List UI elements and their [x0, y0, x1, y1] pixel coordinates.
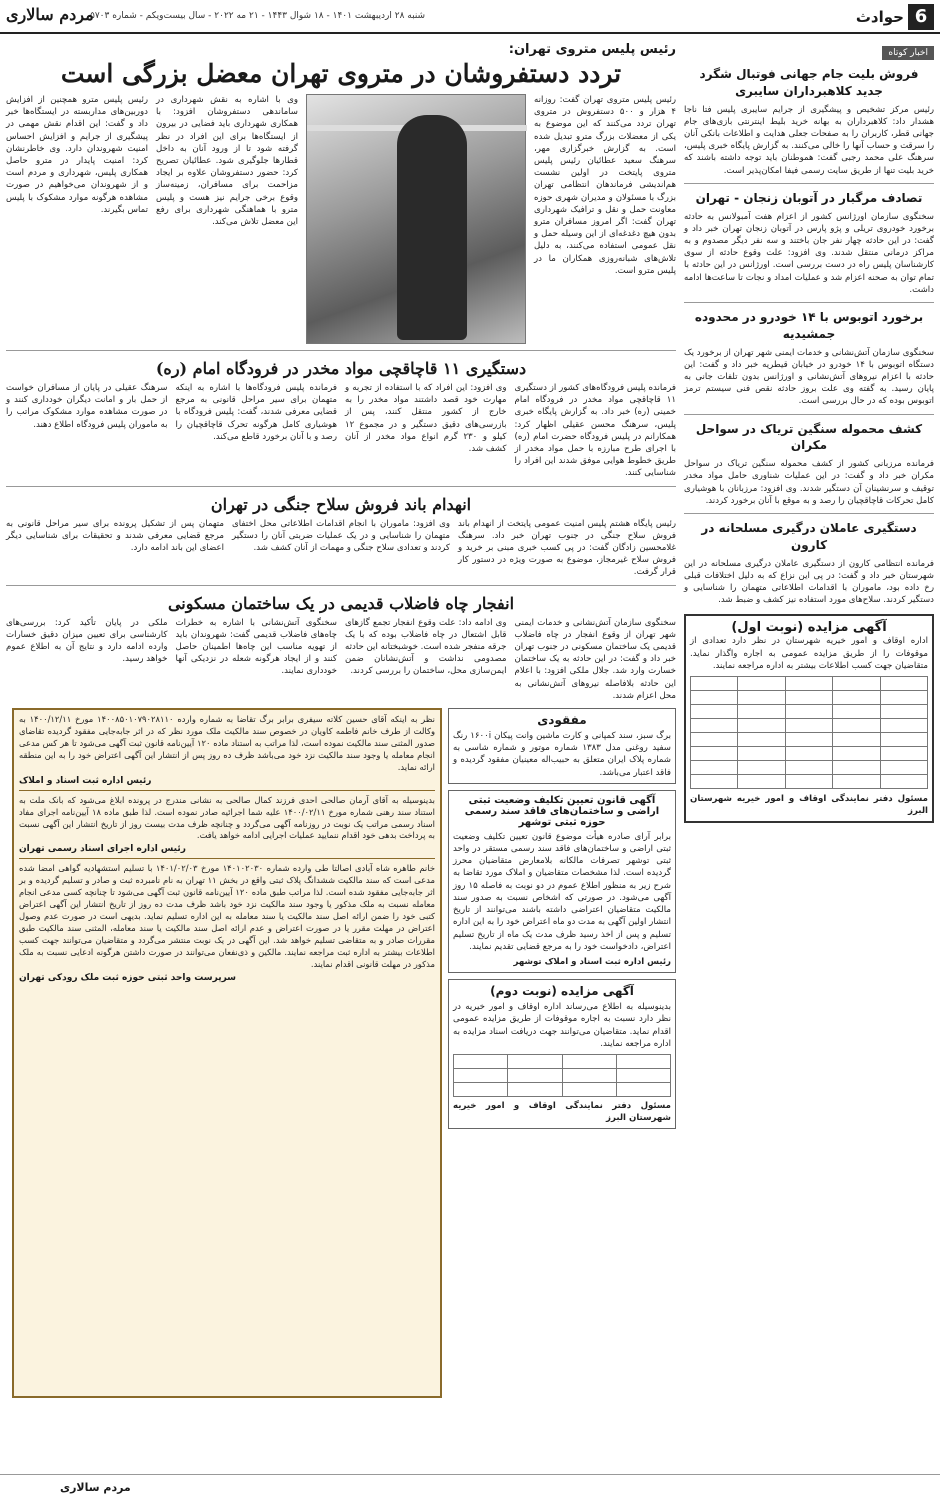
story-body — [6, 382, 676, 480]
notice-body: اداره اوقاف و امور خیریه شهرستان در نظر دارد تعدادی از موقوفات را از طریق مزایده عمومی به اجاره واگذار نماید. متقاضیان جهت کسب اطلاعات بیشتر به اداره مراجعه نمایند. — [690, 636, 928, 671]
sidebar-story-title: فروش بلیت جام جهانی فوتبال شگرد جدید کلاهبرداران سایبری — [699, 67, 919, 98]
lost-notice-box — [448, 708, 676, 784]
auction-table — [690, 676, 928, 789]
story-column: وی ادامه داد: علت وقوع انفجار تجمع گازهای قابل اشتعال در چاه فاضلاب بوده که با یک جرقه منفجر شده است. خوشبختانه این حادثه مصدومی نداشت و آتش‌نشانان ضمن ایمن‌سازی محل، ساختمان را بررسی کردند. — [345, 617, 507, 677]
notice-title: آگهی مزایده (نوبت دوم) — [490, 984, 634, 999]
legal-signature: رئیس اداره ثبت اسناد و املاک — [19, 775, 152, 786]
lead-kicker: رئیس پلیس متروی تهران: — [508, 42, 676, 57]
story-column: سرهنگ عقیلی در پایان از مسافران خواست از حمل بار و امانت دیگران خودداری کنند و در صورت مشاهده موارد مشکوک مراتب را به ماموران پلیس فرودگاه اطلاع دهند. — [6, 383, 168, 430]
land-law-notice-box — [448, 790, 676, 973]
story-column: متهمان پس از تشکیل پرونده برای سیر مراحل قانونی به مرجع قضایی معرفی شدند و تحقیقات برای شناسایی دیگر اعضای این باند ادامه دارد. — [6, 518, 224, 554]
story-column: سخنگوی آتش‌نشانی با اشاره به خطرات چاه‌های فاضلاب قدیمی گفت: شهروندان باید از تهویه مناسب این چاه‌ها اطمینان حاصل کنند و از ایجاد هرگونه شعله در نزدیکی آنها خودداری نمایند. — [175, 617, 337, 677]
divider — [6, 585, 676, 586]
divider — [684, 183, 934, 184]
notice-signature: مسئول دفتر نمایندگی اوقاف و امور خیریه شهرستان البرز — [453, 1100, 671, 1124]
sidebar-story-body: فرمانده انتظامی کارون از دستگیری عاملان درگیری مسلحانه در این شهرستان خبر داد و گفت: در پی این نزاع که به دلیل اختلافات قبلی رخ داده بود، ماموران با اقدامات اطلاعاتی متهمان را شناسایی و دستگیر کردند. سلاح‌های مورد استفاده نیز کشف و ضبط شد. — [684, 558, 934, 606]
page-footer — [0, 1474, 940, 1506]
auction-table — [453, 1054, 671, 1097]
divider — [6, 350, 676, 351]
sidebar-story-body: رئیس مرکز تشخیص و پیشگیری از جرایم سایبری پلیس فتا ناجا هشدار داد: کلاهبرداران به بهانه خرید بلیط اینترنتی بازی‌های جام جهانی قطر، کاربران را به صفحات جعلی هدایت و اطلاعات بانکی آنان را سرقت و حساب آنها را خالی می‌کنند. به گزارش پایگاه خبری پلیس، سرهنگ علی محمد رجبی گفت: هموطنان باید توجه داشته باشند که خرید بلیت تنها از طریق سایت رسمی فیفا امکان‌پذیر است. — [684, 104, 934, 176]
page-number: 6 — [908, 4, 934, 30]
lead-column: وی با اشاره به نقش شهرداری در ساماندهی دستفروشان افزود: با همکاری شهرداری باید فضایی در بیرون از ایستگاه‌ها برای این افراد در نظر گرفته شود تا از ورود آنان به داخل قطارها جلوگیری شود. عطائیان تصریح کرد: حضور دستفروشان علاوه بر ایجاد مزاحمت برای مسافران، زمینه‌ساز وقوع برخی جرایم نیز هست و پلیس مترو با هماهنگی شهرداری برای رفع این معضل تلاش می‌کند. — [156, 95, 298, 228]
sidebar-story-body: سخنگوی سازمان اورژانس کشور از اعزام هفت آمبولانس به حادثه برخورد خودروی تریلی و پژو پارس در آتوبان زنجان تهران خبر داد و گفت: در این حادثه چهار نفر جان باختند و سه نفر دیگر مصدوم و به مراکز درمانی منتقل شدند. وی افزود: علت وقوع حادثه از سوی کارشناسان پلیس راه در دست بررسی است. اورژانس در این حادثه با تمام توان به صحنه اعزام شد و عملیات امداد و نجات تا ساعت‌ها ادامه داشت. — [684, 211, 934, 295]
auction-notice-box — [448, 979, 676, 1129]
notice-body: بدینوسیله به اطلاع می‌رساند اداره اوقاف و امور خیریه در نظر دارد نسبت به اجاره موقوفات از طریق مزایده عمومی اقدام نماید. متقاضیان می‌توانند جهت دریافت اسناد مزایده به اداره مراجعه نمایند. — [453, 1002, 671, 1049]
notice-signature: رئیس اداره ثبت اسناد و املاک توشهر — [513, 956, 671, 967]
sidebar-story-title: دستگیری عاملان درگیری مسلحانه در کارون — [701, 521, 917, 552]
sidebar-story-body: فرمانده مرزبانی کشور از کشف محموله سنگین تریاک در سواحل مکران خبر داد و گفت: در این عملیات شناوری حامل مواد مخدر توقیف و سرنشینان آن دستگیر شدند. وی افزود: مرزبانان با هوشیاری کامل تحرکات قاچاقچیان را رصد و به موقع با آنان برخورد کردند. — [684, 459, 934, 506]
lead-story — [6, 94, 676, 344]
legal-paragraph: بدینوسیله به آقای آرمان صالحی احدی فرزند کمال صالحی به نشانی مندرج در پرونده ابلاغ می‌شود که بانک ملت به استناد سند رهنی شماره مورخ ۱۴۰۰/۰۲/۱۱ علیه شما اجرائیه صادر نموده است. لذا طبق ماده ۱۸ آیین‌نامه اجرای مفاد اسناد رسمی مراتب یک نوبت در روزنامه آگهی می‌گردد و چنانچه ظرف مدت بیست روز از تاریخ انتشار این آگهی نسبت به پرداخت بدهی خود اقدام ننمایید عملیات اجرایی ادامه خواهد یافت. — [19, 794, 435, 841]
notice-body: برگ سبز، سند کمپانی و کارت ماشین وانت پیکان ۱۶۰۰i رنگ سفید روغنی مدل ۱۳۸۳ شماره موتور و شماره شاسی به شماره پلاک ایران متعلق به حبیب‌اله معینیان مفقود گردیده و فاقد اعتبار می‌باشد. — [453, 731, 671, 778]
lead-column: رئیس پلیس متروی تهران گفت: روزانه ۴ هزار و ۵۰۰ دستفروش در متروی تهران تردد می‌کنند که این موضوع به یکی از معضلات بزرگ مترو تبدیل شده است. به گزارش خبرگزاری مهر، سرهنگ سعید عطائیان رئیس پلیس متروی پایتخت در اولین نشست هم‌اندیشی فرماندهان انتظامی تهران بزرگ با مسئولان و مدیران شهری حوزه معاونت حمل و نقل و ترافیک شهرداری تهران گفت: اگر امروز مسافران مترو بدون هیچ دغدغه‌ای از این وسیله حمل و نقل عمومی استفاده می‌کنند، به دلیل تلاش‌های شبانه‌روزی همکاران ما در پلیس مترو است. — [534, 95, 676, 276]
divider — [684, 513, 934, 514]
divider — [19, 790, 435, 791]
story-column: فرمانده پلیس فرودگاه‌ها با اشاره به اینکه متهمان برای سیر مراحل قانونی به مرجع قضایی معرفی شدند، گفت: پلیس فرودگاه با هوشیاری کامل هرگونه تحرک قاچاقچیان را رصد و با آنان برخورد قاطع می‌کند. — [175, 383, 337, 442]
story-column: وی افزود: این افراد که با استفاده از تجربه و مهارت خود قصد داشتند مواد مخدر را به خارج از کشور منتقل کنند، پس از بازرسی‌های دقیق دستگیر و در مجموع ۱۲ کیلو و ۲۳۰ گرم انواع مواد مخدر از آنان کشف شد. — [345, 383, 507, 455]
divider — [684, 414, 934, 415]
section-title: حوادث — [855, 8, 904, 26]
divider — [684, 302, 934, 303]
notice-body: برابر آرای صادره هیأت موضوع قانون تعیین تکلیف وضعیت ثبتی اراضی و ساختمان‌های فاقد سند رسمی مستقر در واحد ثبتی توشهر تصرفات مالکانه بلامعارض متقاضیان محرز گردیده است. لذا مشخصات متقاضیان و املاک مورد تقاضا به شرح زیر به منظور اطلاع عموم در دو نوبت به فاصله ۱۵ روز آگهی می‌شود. در صورتی که اشخاص نسبت به صدور سند مالکیت متقاضیان اعتراضی داشته باشند می‌توانند از تاریخ انتشار اولین آگهی به مدت دو ماه اعتراض خود را به این اداره تسلیم و پس از اخذ رسید ظرف مدت یک ماه از تاریخ تسلیم اعتراض، دادخواست خود را به مرجع قضایی تقدیم نمایند. — [453, 831, 671, 952]
news-sidebar — [684, 40, 934, 1470]
legal-signature: سرپرست واحد ثبتی حوزه ثبت ملک رودکی تهران — [19, 972, 237, 983]
story-column: رئیس پایگاه هشتم پلیس امنیت عمومی پایتخت از انهدام باند فروش سلاح جنگی در جنوب تهران خبر داد. سرهنگ غلامحسین زادگان گفت: در پی کسب خبری مبنی بر خرید و فروش سلاح غیرمجاز، موضوع به صورت ویژه در دستور کار قرار گرفت. — [458, 518, 676, 578]
story-title: انفجار چاه فاضلاب قدیمی در یک ساختمان مسکونی — [167, 593, 515, 613]
story-body — [6, 617, 676, 702]
notice-signature: مسئول دفتر نمایندگی اوقاف و امور خیریه شهرستان البرز — [690, 794, 928, 817]
footer-label: مردم سالاری — [60, 1481, 131, 1494]
sidebar-story-body: سخنگوی سازمان آتش‌نشانی و خدمات ایمنی شهر تهران از برخورد یک دستگاه اتوبوس با ۱۴ خودرو در خیابان قیطریه خبر داد و گفت: این حادثه با اعزام نیروهای آتش‌نشانی و اورژانس بدون تلفات جانی به پایان رسید. به گفته وی علت بروز حادثه نقص فنی سیستم ترمز اتوبوس بوده که در حال بررسی است. — [683, 347, 934, 407]
main-content — [6, 40, 676, 1470]
divider — [6, 486, 676, 487]
page-header — [0, 0, 940, 34]
story-title: انهدام باند فروش سلاح جنگی در تهران — [210, 494, 472, 514]
story-column: سخنگوی سازمان آتش‌نشانی و خدمات ایمنی شهر تهران از وقوع انفجار در چاه فاضلاب قدیمی یک ساختمان مسکونی در جنوب تهران خبر داد و گفت: در این حادثه به یک ساختمان خسارت وارد شد. جلال ملکی افزود: با اعلام این حادثه بلافاصله نیروهای آتش‌نشانی به محل اعزام شدند. — [514, 617, 676, 701]
story-column: ملکی در پایان تأکید کرد: بررسی‌های کارشناسی برای تعیین میزان دقیق خسارات وارده ادامه دارد و نتایج آن به اطلاع عموم خواهد رسید. — [6, 617, 168, 665]
notice-column — [448, 708, 676, 1398]
story-column: فرمانده پلیس فرودگاه‌های کشور از دستگیری ۱۱ قاچاقچی مواد مخدر در فرودگاه امام خمینی (ره) خبر داد. به گزارش پایگاه خبری پلیس، سرهنگ محسن عقیلی اظهار کرد: همکارانم در پلیس فرودگاه حضرت امام (ره) با اجرای طرح مبارزه با حمل مواد مخدر از طریق خطوط هوایی موفق شدند این افراد را شناسایی کنند. — [514, 383, 676, 479]
legal-notices-box — [12, 708, 442, 1398]
vendor-figure — [397, 115, 467, 340]
sidebar-label: اخبار کوتاه — [882, 46, 934, 60]
divider — [19, 858, 435, 859]
auction-notice-box — [684, 614, 934, 823]
lead-column: رئیس پلیس مترو همچنین از افزایش دوربین‌های مداربسته در ایستگاه‌ها خبر داد و گفت: این اقدام نقش مهمی در پیشگیری از جرایم و افزایش احساس امنیت شهروندان دارد. وی خاطرنشان کرد: امنیت پایدار در مترو حاصل همکاری پلیس، شهرداری و مردم است و از شهروندان می‌خواهیم در صورت مشاهده هرگونه موارد مشکوک با پلیس تماس بگیرند. — [6, 95, 148, 215]
story-title: دستگیری ۱۱ قاچاقچی مواد مخدر در فرودگاه امام (ره) — [155, 359, 527, 378]
legal-paragraph: نظر به اینکه آقای حسین کلاته سیفری برابر برگ تقاضا به شماره وارده ۱۴۰۰۸۵۰۱۰۷۹۰۲۸۱۱۰ مورخ ۱۴۰۰/۱۲/۱۱ به وکالت از طرف خانم فاطمه کاویان در خصوص سند مالکیت ملک مورد نظر که در اثر جابه‌جایی مفقود گردیده تقاضای صدور المثنی سند مالکیت نموده است، لذا مراتب به استناد ماده ۱۲۰ آیین‌نامه قانون ثبت آگهی می‌شود تا هر کس مدعی انجام معامله یا وجود سند مالکیت نزد خود می‌باشد ظرف ده روز پس از انتشار این آگهی اعتراض خود را به این منطقه ارائه نماید. — [19, 714, 436, 772]
legal-signature: رئیس اداره اجرای اسناد رسمی تهران — [19, 844, 186, 855]
notice-title: آگهی قانون تعیین تکلیف وضعیت ثبتی اراضی و ساختمان‌های فاقد سند رسمی حوزه ثبتی توشهر — [464, 794, 660, 828]
sidebar-story-title: کشف محموله سنگین تریاک در سواحل مکران — [695, 421, 923, 453]
sidebar-story-title: برخورد اتوبوس با ۱۴ خودرو در محدوده جمشیدیه — [694, 310, 924, 341]
newspaper-name: مردم سالاری — [6, 5, 94, 24]
legal-paragraph: خانم طاهره شاه آبادی اصالتا طی وارده شماره ۱۴۰۱۰۲۰۳۰ مورخ ۱۴۰۱/۰۲/۰۳ با تسلیم استشهادیه گواهی امضا شده مدعی است که سند مالکیت ششدانگ پلاک ثبتی واقع در بخش ۱۱ تهران به نام نامبرده ثبت و صادر و تسلیم گردیده و بر اثر جابه‌جایی مفقود شده است. لذا مراتب طبق ماده ۱۲۰ آیین‌نامه قانون ثبت آگهی می‌شود تا چنانچه کسی مدعی انجام معامله نسبت به ملک مذکور یا وجود سند مالکیت نزد خود باشد ظرف مدت ده روز از تاریخ انتشار این آگهی اعتراض کتبی خود را ضمن ارائه اصل سند مالکیت یا سند معامله به این اداره تسلیم نماید. بدیهی است در صورت عدم وصول اعتراض در مهلت مقرر یا در صورت اعتراض و عدم ارائه اصل سند مالکیت یا سند معامله، المثنی سند مالکیت طبق مقررات صادر و به متقاضی تسلیم خواهد شد. این آگهی در یک نوبت منتشر می‌گردد و متقاضیان می‌توانند جهت کسب اطلاعات بیشتر به اداره ثبت مراجعه نمایند. مالکین و ذی‌نفعان می‌توانند در صورت داشتن هرگونه ادعایی نسبت به ملک مذکور در مهلت قانونی اقدام نمایند. — [19, 863, 436, 969]
notice-title: آگهی مزایده (نوبت اول) — [731, 620, 887, 636]
issue-date-line: شنبه ۲۸ اردیبهشت ۱۴۰۱ - ۱۸ شوال ۱۴۴۳ - ۲۱ مه ۲۰۲۲ - سال بیست‌ویکم - شماره ۵۷۰۳ — [90, 11, 426, 21]
notice-title: مفقودی — [537, 713, 587, 728]
story-body — [6, 518, 676, 579]
lead-headline: تردد دستفروشان در متروی تهران معضل بزرگی است — [60, 59, 622, 88]
story-column: وی افزود: ماموران با انجام اقدامات اطلاعاتی محل اختفای متهمان را شناسایی و در یک عملیات ضربتی آنان را دستگیر کردند و تعدادی سلاح جنگی و مهمات از آنان کشف شد. — [232, 518, 450, 554]
sidebar-story-title: تصادف مرگبار در آتوبان زنجان - تهران — [695, 190, 923, 205]
metro-photo — [306, 94, 526, 344]
ads-zone — [6, 708, 676, 1398]
